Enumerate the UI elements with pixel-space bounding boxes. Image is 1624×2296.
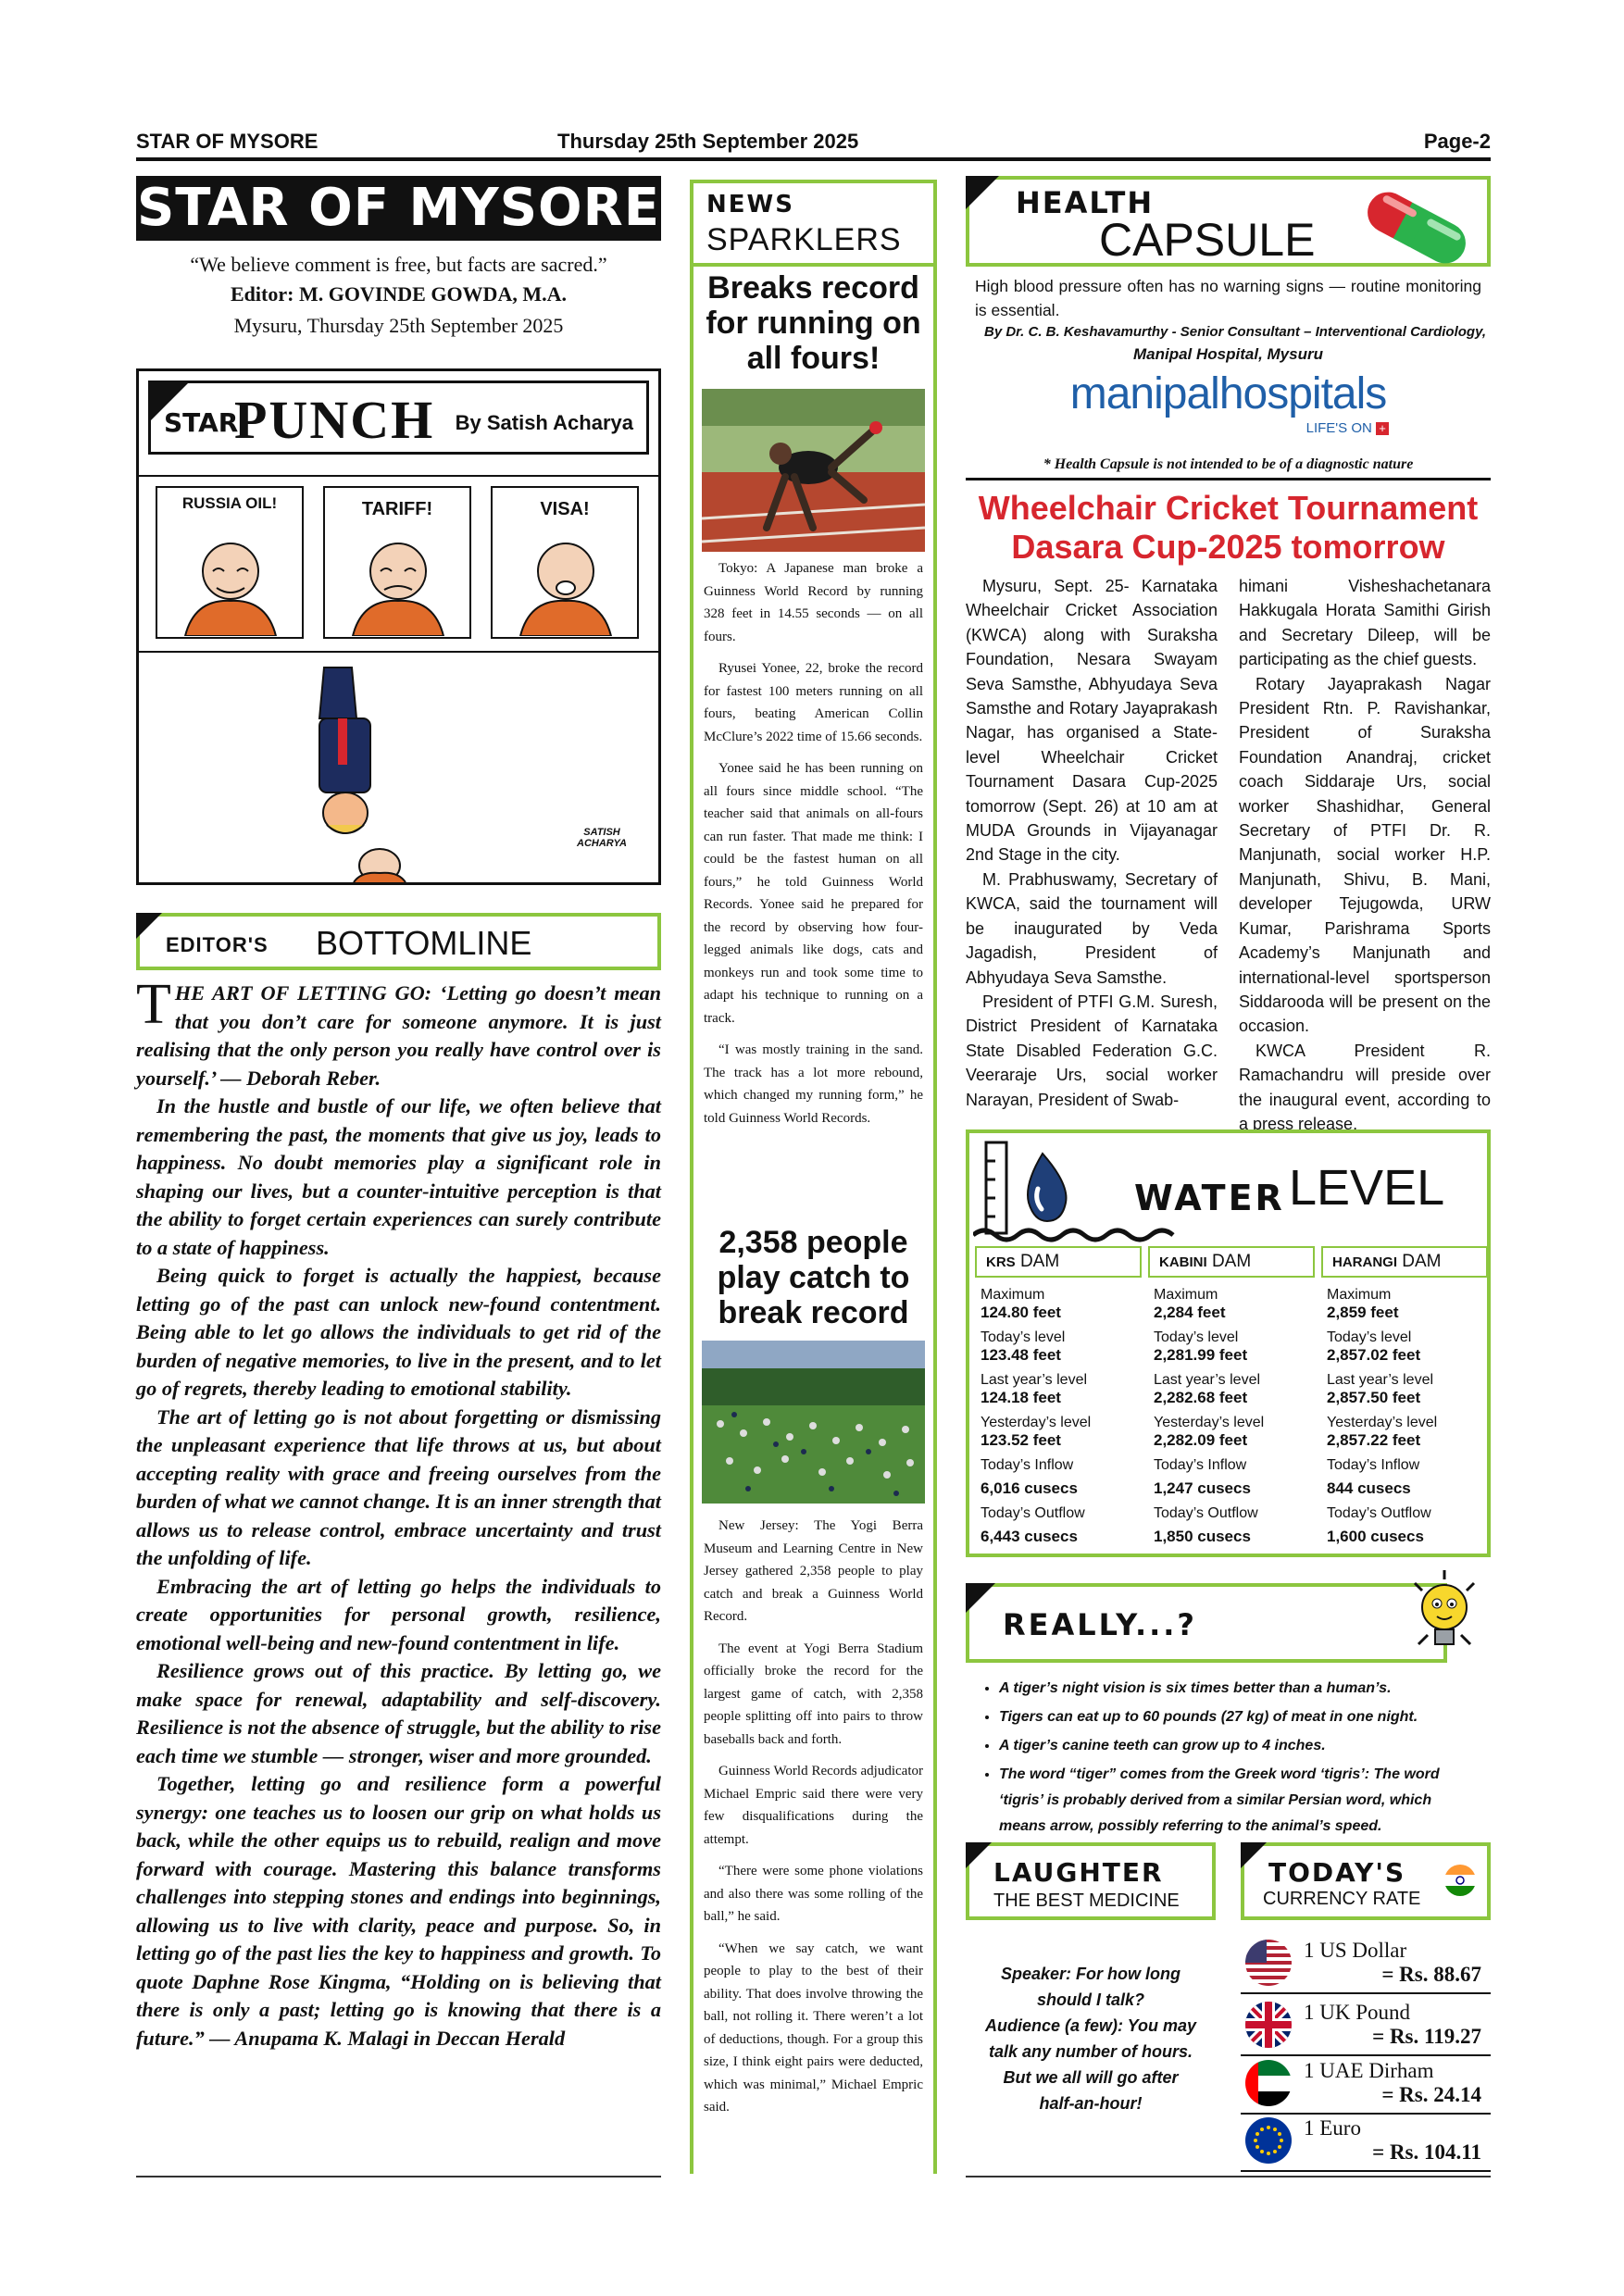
capsule-pill-icon: [1347, 181, 1486, 274]
dam-label: Today’s level: [1327, 1329, 1412, 1345]
health-label-small: HEALTH: [1016, 185, 1155, 220]
dam-tab-kabini: KABINI DAM: [1148, 1246, 1315, 1278]
dam-tab-harangi: HARANGI DAM: [1321, 1246, 1488, 1278]
currency-value: = Rs. 24.14: [1381, 2083, 1481, 2106]
right-column-bottom-rule: [966, 2176, 1491, 2177]
news-label-big: SPARKLERS: [706, 222, 902, 257]
list-item: • A tiger’s night vision is six times better than a human’s.: [999, 1676, 1481, 1702]
masthead-dateline: Mysuru, Thursday 25th September 2025: [233, 314, 564, 337]
story2-paragraph: “When we say catch, we want people to play to the best of their ability. That does involve throwing the ball, not rolling it. There weren’t a lot of deductions, though. For a group this size, I think eight pairs were deducted, which was minimal,” Michael Empric said.: [704, 1940, 923, 2115]
editorial-paragraph: Resilience grows out of this practice. By letting go, we make space for renewal, adaptability and self-discovery. Resilience is not the absence of struggle, but the ability to rise each time we stumble — stronger, wiser and more grounded.: [136, 1659, 661, 1767]
editorial-paragraph: The art of letting go is not about forgetting or dismissing the unpleasant experience that life throws at us, but about accepting reality with grace and freeing ourselves from the burden of what we cannot change. It is an inner strength that allows us to release control, embrace uncertainty and trust the unfolding of life.: [136, 1404, 661, 1569]
corner-flag-icon: [136, 913, 162, 939]
dam-value: 123.52 feet: [981, 1431, 1061, 1449]
story2-paragraph: Guinness World Records adjudicator Michael Empric said there were very few disqualifications during the attempt.: [704, 1764, 923, 1847]
story2-paragraph: The event at Yogi Berra Stadium officially broke the record for the largest game of catch, with 2,358 people splitting off into pairs to throw baseballs back and forth.: [704, 1641, 923, 1747]
dam-tab-krs: KRS DAM: [975, 1246, 1142, 1278]
header-rule: [136, 157, 1491, 161]
eu-flag-icon: [1244, 2116, 1293, 2165]
dam-value: 2,857.50 feet: [1327, 1389, 1421, 1406]
dam-label: Today’s Outflow: [981, 1505, 1085, 1521]
health-disclaimer: * Health Capsule is not intended to be of a diagnostic nature: [1043, 456, 1414, 472]
corner-flag-icon: [1241, 1842, 1267, 1868]
corner-flag-icon: [966, 1842, 992, 1868]
story1-headline: Breaks record for running on all fours!: [706, 270, 921, 376]
list-item: • A tiger’s canine teeth can grow up to 4 inches.: [999, 1733, 1481, 1759]
uk-flag-icon: [1244, 2001, 1293, 2049]
wheelchair-headline-line2: Dasara Cup-2025 tomorrow: [1011, 528, 1445, 566]
story1-paragraph: Ryusei Yonee, 22, broke the record for fastest 100 meters running on all fours, beating American Collin McClure’s 2022 time of 15.66 seconds.: [704, 661, 923, 744]
joke-line: talk any number of hours.: [988, 2042, 1193, 2061]
laughter-label-big: LAUGHTER: [993, 1857, 1164, 1888]
cartoon-signature: SATISH ACHARYA: [577, 827, 627, 849]
header-paper-name: STAR OF MYSORE: [136, 130, 319, 153]
story1-paragraph: Yonee said he has been running on all fours since middle school. “The teacher said that animals on all-fours can run faster. That made me think: I could be the fastest human on all fours,” he told Guinness World Records. Yonee said he prepared for the record by observing how four-legged animals like dogs, cats and monkeys run and took some time to adapt his technique to running on a track.: [704, 761, 923, 1026]
water-label-big: LEVEL: [1289, 1160, 1445, 1216]
health-label-big: CAPSULE: [1099, 214, 1316, 266]
dam-value: 2,857.02 feet: [1327, 1346, 1421, 1364]
wheelchair-paragraph: Rotary Jayaprakash Nagar President Rtn. P. Ravishankar, President of Suraksha Foundation Anandraj, cricket coach Siddaraje Urs, social worker Shashidhar, General Secretary of PTFI Dr. R. Manjunath, social worker H.P. Manjunath, Shivu, B. Mani, developer Tejugowda, URW Kumar, Parishrama Sports Academy’s Manjunath and international-level sportsperson Siddarooda will be present on the occasion.: [1239, 674, 1491, 1036]
star-punch-cartoon: [136, 368, 661, 885]
runner-photo: [702, 389, 925, 552]
uae-flag-icon: [1244, 2059, 1293, 2107]
header-page-number: Page-2: [1423, 130, 1491, 153]
story2-paragraph: “There were some phone violations and also there was some rolling of the ball,” he said.: [704, 1864, 923, 1924]
laughter-label-small: THE BEST MEDICINE: [993, 1890, 1180, 1911]
manipal-logo: [966, 369, 1491, 436]
masthead-editor: Editor: M. GOVINDE GOWDA, M.A.: [231, 282, 567, 306]
joke-line: Audience (a few): You may: [984, 2016, 1197, 2035]
cartoon-brand-big: PUNCH: [234, 390, 435, 450]
figure-3-illustration: [511, 534, 620, 636]
dam-value: 2,282.68 feet: [1154, 1389, 1248, 1406]
health-capsule-heading: [966, 176, 1491, 267]
dropcap: T: [136, 973, 171, 1036]
story2-headline: 2,358 people play catch to break record: [717, 1225, 910, 1330]
editorial-paragraph: In the hustle and bustle of our life, we often believe that remembering the past, the moments that give us joy, leads to happiness. No doubt memories play a significant role in shaping our lives, but a counter-intuitive perception is that the ability to forget certain experiences can surely contribute to a state of happiness.: [136, 1094, 661, 1259]
currency-value: = Rs. 88.67: [1381, 1963, 1481, 1986]
dam-value: 2,284 feet: [1154, 1304, 1226, 1321]
figure-2-illustration: [344, 534, 453, 636]
wheelchair-paragraph: President of PTFI G.M. Suresh, District President of Karnataka State Disabled Federation G.C. Veeraraje Urs, social worker Narayan, President of Swab-: [966, 992, 1218, 1109]
dam-column-krs: [975, 1246, 1142, 1546]
currency-label-small: CURRENCY RATE: [1263, 1889, 1421, 1909]
story2-body: [704, 1515, 923, 2128]
cartoon-title-bar: [148, 381, 649, 455]
masthead-motto: “We believe comment is free, but facts are sacred.”: [190, 253, 607, 276]
joke-line: should I talk?: [1036, 1990, 1144, 2009]
currency-unit: 1 US Dollar: [1304, 1939, 1407, 1962]
dam-value: 2,281.99 feet: [1154, 1346, 1248, 1364]
speech-bubble-1: RUSSIA OIL!: [181, 494, 278, 512]
news-sparklers-heading: [690, 180, 937, 267]
editorial-paragraph: Together, letting go and resilience form a powerful synergy: one teaches us to loosen our grip on what holds us back, while the other equips us to rebuild, realign and move forward with courage. Mastering this balance transforms challenges into stepping stones and endings into beginnings, allowing us to live with clarity, peace and purpose. So, in letting go of the past lies the key to happiness and growth. To quote Daphne Rose Kingma, “Holding on is believing that there is only a past; letting go is knowing that there is a future.” — Anupama K. Malagi in Deccan Herald: [136, 1772, 661, 2050]
dam-column-kabini: [1148, 1246, 1315, 1546]
bottomline-label-big: BOTTOMLINE: [316, 924, 532, 962]
manipal-logo-text: manipalhospitals: [1069, 369, 1387, 418]
joke-line: Speaker: For how long: [1000, 1965, 1181, 1983]
editorial-body: [136, 973, 661, 2170]
header-date: Thursday 25th September 2025: [557, 130, 859, 153]
india-flag-icon: [1443, 1863, 1478, 1898]
dam-value: 2,859 feet: [1327, 1304, 1399, 1321]
really-facts-list: [966, 1676, 1491, 1840]
cartoon-panel-1: [156, 486, 304, 639]
dam-value: 1,247 cusecs: [1154, 1479, 1251, 1497]
dam-value: 124.18 feet: [981, 1389, 1061, 1406]
dam-value: 1,600 cusecs: [1327, 1528, 1424, 1545]
dam-label: Today’s Outflow: [1154, 1505, 1258, 1521]
story1-paragraph: “I was mostly training in the sand. The track has a lot more rebound, which changed my running form,” he told Guinness World Records.: [704, 1042, 923, 1126]
laughter-joke: [966, 1961, 1216, 2116]
lightbulb-icon: [1407, 1570, 1481, 1663]
joke-line: But we all will go after: [1003, 2068, 1179, 2087]
joke-line: half-an-hour!: [1039, 2094, 1143, 2113]
manipal-logo-tagline: [1306, 420, 1389, 436]
editorial-paragraph: Being quick to forget is actually the happiest, because letting go of the past can unlock new-found contentment. Being able to let go allows the individuals to get rid of the burden of negative memories, to live in the present, and to let go of regrets, thereby leading to emotional stability.: [136, 1264, 661, 1400]
dam-label: Maximum: [1327, 1287, 1392, 1303]
manipal-tagline-text: LIFE'S ON: [1305, 420, 1372, 436]
currency-row-aed: [1241, 2055, 1491, 2115]
page-header: [136, 130, 1491, 157]
news-label-small: NEWS: [706, 191, 794, 218]
story1-body: [704, 557, 923, 1139]
currency-row-usd: [1241, 1935, 1491, 1994]
dam-label: Last year’s level: [1327, 1372, 1434, 1388]
currency-value: = Rs. 104.11: [1372, 2140, 1481, 2164]
wheelchair-paragraph: himani Visheshachetanara Hakkugala Horata Samithi Girish and Secretary Dileep, will be participating as the chief guests.: [1239, 577, 1491, 669]
health-hospital: Manipal Hospital, Mysuru: [1133, 345, 1323, 363]
really-heading: [966, 1583, 1447, 1663]
dam-value: 1,850 cusecs: [1154, 1528, 1251, 1545]
laughter-heading: [966, 1842, 1216, 1920]
cartoon-byline: By Satish Acharya: [455, 411, 633, 434]
bottomline-label-small: EDITOR'S: [166, 933, 269, 956]
wheelchair-cricket-headline: [966, 489, 1491, 567]
wheelchair-story-column-1: [966, 574, 1218, 1112]
list-item: • Tigers can eat up to 60 pounds (27 kg) of meat in one night.: [999, 1704, 1481, 1730]
speech-bubble-3: VISA!: [540, 499, 590, 519]
corner-flag-icon: [966, 1583, 995, 1613]
dam-label: Yesterday’s level: [981, 1415, 1092, 1430]
health-byline: By Dr. C. B. Keshavamurthy - Senior Consultant – Interventional Cardiology,: [984, 324, 1487, 340]
dam-label: Last year’s level: [1154, 1372, 1261, 1388]
plus-icon: +: [1376, 422, 1389, 435]
corner-flag-icon: [966, 176, 999, 209]
masthead-title: STAR OF MYSORE: [136, 176, 661, 241]
figure-1-illustration: [176, 534, 285, 636]
speech-bubble-2: TARIFF!: [361, 499, 433, 519]
dam-label: Last year’s level: [981, 1372, 1088, 1388]
story2-paragraph: New Jersey: The Yogi Berra Museum and Learning Centre in New Jersey gathered 2,358 people to play catch and break a Guinness World Record.: [704, 1518, 923, 1624]
dam-value: 2,282.09 feet: [1154, 1431, 1248, 1449]
dam-column-harangi: [1321, 1246, 1488, 1546]
wheelchair-paragraph: M. Prabhuswamy, Secretary of KWCA, said the tournament will be inaugurated by Veda Jagadish, President of Abhyudaya Seva Samsthe.: [966, 869, 1218, 987]
cartoon-panel-2: [323, 486, 471, 639]
currency-row-gbp: [1241, 1997, 1491, 2056]
dam-label: Maximum: [1154, 1287, 1218, 1303]
dam-value: 123.48 feet: [981, 1346, 1061, 1364]
health-text: High blood pressure often has no warning signs — routine monitoring is essential.: [975, 277, 1481, 319]
wheelchair-paragraph: KWCA President R. Ramachandru will preside over the inaugural event, according to a press release.: [1239, 1041, 1491, 1133]
currency-rate-heading: [1241, 1842, 1491, 1920]
left-column-bottom-rule: [136, 2176, 661, 2177]
wheelchair-headline-line1: Wheelchair Cricket Tournament: [978, 489, 1479, 527]
dam-value: 2,857.22 feet: [1327, 1431, 1421, 1449]
story1-paragraph: Tokyo: A Japanese man broke a Guinness World Record by running 328 feet in 14.55 seconds — on all fours.: [704, 561, 923, 644]
stadium-crowd-photo: [702, 1341, 925, 1504]
cartoon-panel-3: [491, 486, 639, 639]
currency-value: = Rs. 119.27: [1372, 2025, 1481, 2048]
dam-label: Yesterday’s level: [1154, 1415, 1265, 1430]
dam-label: Today’s level: [1154, 1329, 1239, 1345]
falling-figure-illustration: [282, 663, 412, 848]
dam-label: Today’s Inflow: [1154, 1457, 1247, 1473]
editorial-paragraph-text: HE ART OF LETTING GO: ‘Letting go doesn’t mean that you don’t care for someone anymore. It is just realising that the only person you really have control over is yourself.’ — Deborah Reber.: [136, 981, 661, 1090]
currency-row-eur: [1241, 2113, 1491, 2172]
editorial-paragraph: [136, 973, 661, 1092]
water-label-small: WATER: [1134, 1178, 1285, 1218]
dam-value: 6,016 cusecs: [981, 1479, 1078, 1497]
us-flag-icon: [1244, 1939, 1293, 1987]
wheelchair-paragraph: Mysuru, Sept. 25- Karnataka Wheelchair Cricket Association (KWCA) along with Suraksha Foundation, Nesara Swayam Seva Samsthe, Abhyudaya Seva Samsthe and Rotary Jayaprakash Nagar, has organised a State-level Wheelchair Cricket Tournament Dasara Cup-2025 tomorrow (Sept. 26) at 10 am at MUDA Grounds in Vijayanagar 2nd Stage in the city.: [966, 577, 1218, 865]
dam-value: 844 cusecs: [1327, 1479, 1411, 1497]
dam-value: 6,443 cusecs: [981, 1528, 1078, 1545]
dam-label: Today’s Inflow: [981, 1457, 1074, 1473]
dam-label: Today’s level: [981, 1329, 1066, 1345]
really-label: REALLY...?: [1003, 1607, 1197, 1642]
currency-unit: 1 Euro: [1304, 2116, 1361, 2140]
wheelchair-story-column-2: [1239, 574, 1491, 1136]
peeking-figure-illustration: [343, 843, 417, 882]
dam-value: 124.80 feet: [981, 1304, 1061, 1321]
cartoon-brand-small: STAR: [164, 407, 239, 438]
dam-label: Today’s Outflow: [1327, 1505, 1431, 1521]
dam-label: Yesterday’s level: [1327, 1415, 1438, 1430]
dam-label: Today’s Inflow: [1327, 1457, 1420, 1473]
currency-label-big: TODAY'S: [1268, 1857, 1406, 1888]
editorial-paragraph: Embracing the art of letting go helps the individuals to create opportunities for personal growth, resilience, emotional well-being and new-found contentment in life.: [136, 1574, 661, 1654]
list-item: • The word “tiger” comes from the Greek word ‘tigris’: The word ‘tigris’ is probably derived from a similar Persian word, which means arrow, possibly referring to the animal’s speed.: [999, 1762, 1481, 1840]
currency-unit: 1 UAE Dirham: [1304, 2059, 1434, 2082]
currency-unit: 1 UK Pound: [1304, 2001, 1411, 2024]
dam-label: Maximum: [981, 1287, 1045, 1303]
editors-bottomline-heading: [136, 913, 661, 970]
